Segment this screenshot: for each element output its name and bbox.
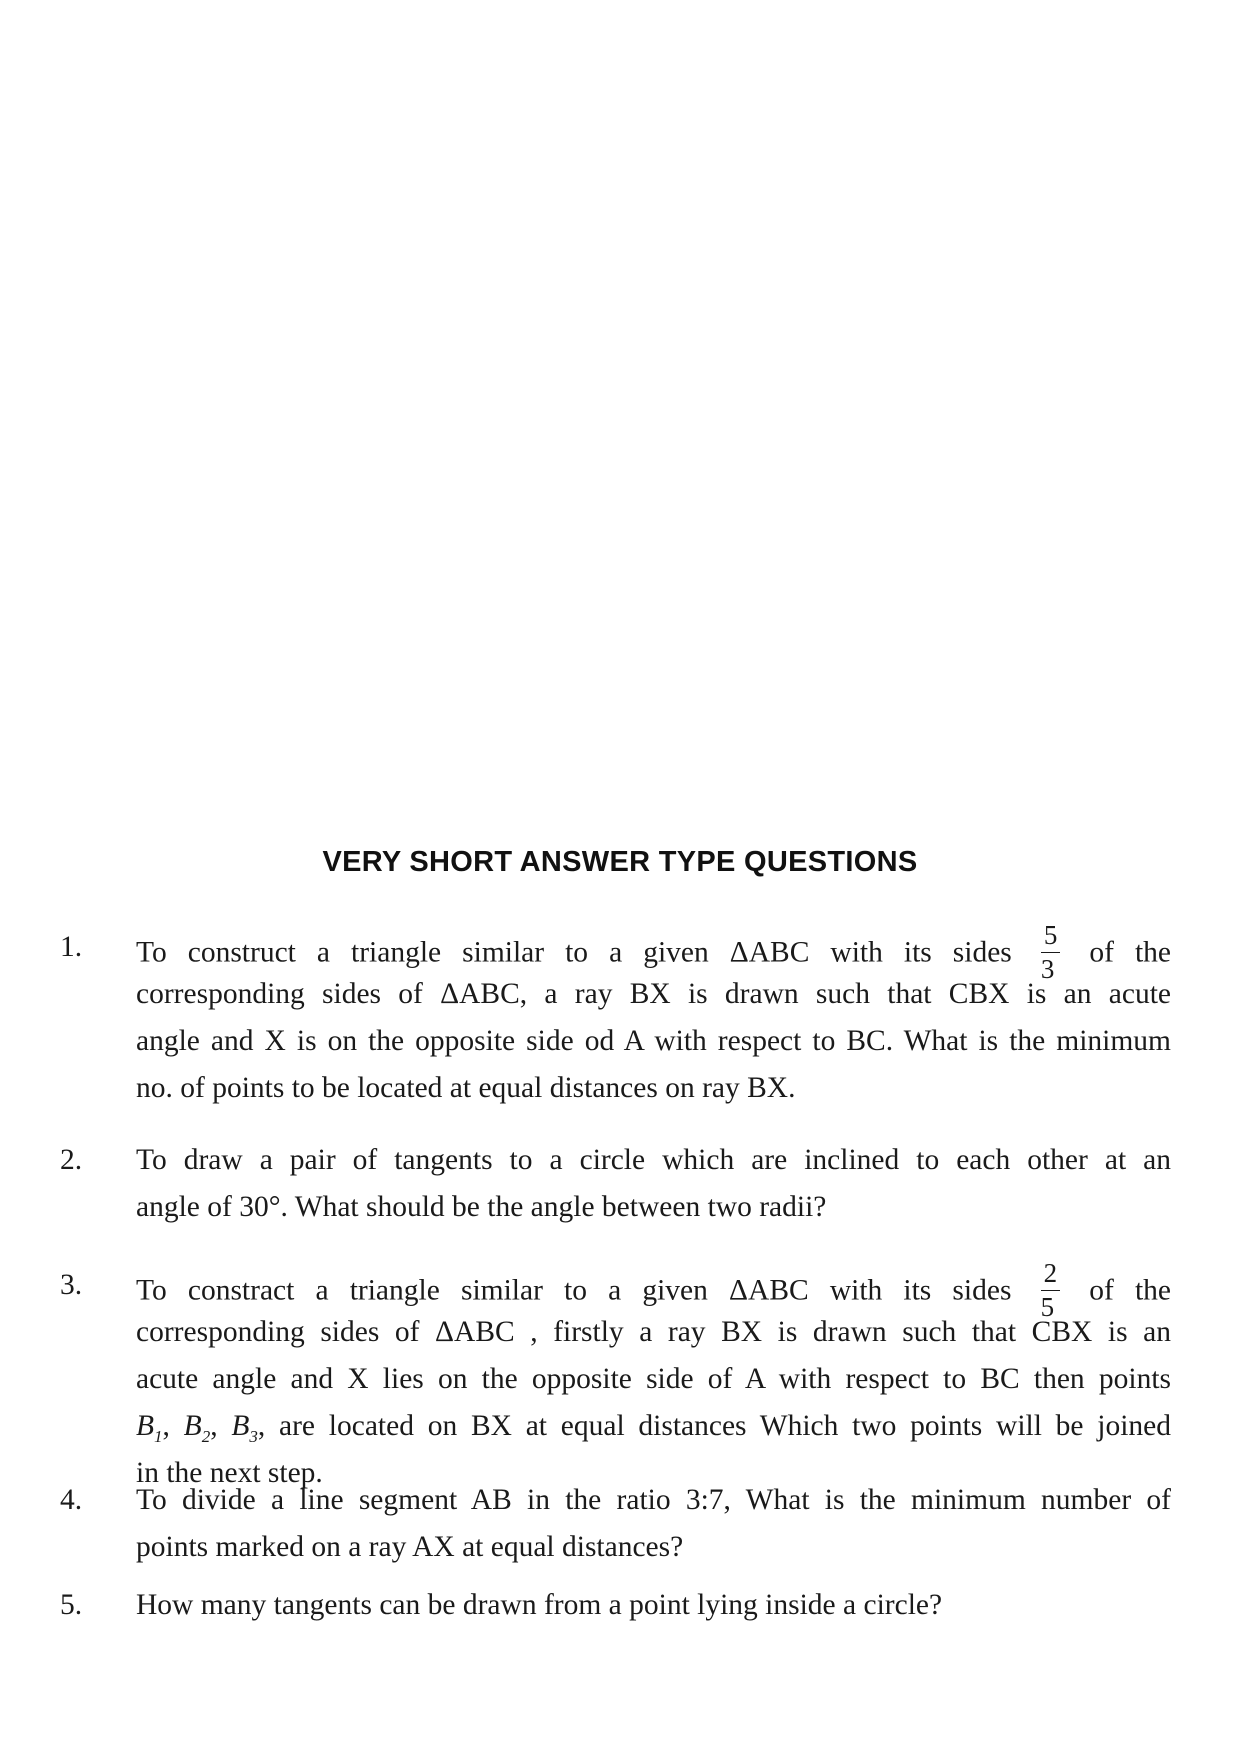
question-line: corresponding sides of ΔABC, a ray BX is drawn such that CBX is an acute: [136, 978, 1171, 1010]
section-heading: VERY SHORT ANSWER TYPE QUESTIONS: [322, 846, 918, 878]
question-line: angle of 30°. What should be the angle between two radii?: [136, 1191, 827, 1223]
question-line: no. of points to be located at equal distances on ray BX.: [136, 1072, 796, 1104]
question-line: $B_1$, $B_2$, $B_3$, are located on BX at equal distances Which two points will be joined: [136, 1410, 1172, 1446]
question-number: 4.: [60, 1484, 83, 1516]
fraction-denominator: 3: [1040, 954, 1055, 984]
question-line: in the next step.: [136, 1457, 323, 1489]
question-line: acute angle and X lies on the opposite side of A with respect to BC then points: [136, 1363, 1171, 1395]
question-text: [136, 920, 1171, 1112]
question-number: 3.: [60, 1269, 83, 1301]
question-text: [136, 1582, 1171, 1629]
question-number: 1.: [60, 931, 83, 963]
question-line: To divide a line segment AB in the ratio 3:7, What is the minimum number of: [136, 1484, 1171, 1516]
fraction-numerator: 5: [1041, 922, 1061, 953]
question-line: To construct a triangle similar to a given ΔABC with its sides $\frac{5}{3}$ of the: [136, 920, 1171, 984]
question-number: 5.: [60, 1589, 83, 1621]
fraction-numerator: 2: [1041, 1260, 1061, 1291]
question-line: corresponding sides of ΔABC , firstly a ray BX is drawn such that CBX is an: [136, 1316, 1171, 1348]
question-line: points marked on a ray AX at equal distances?: [136, 1531, 684, 1563]
point-b3: $B_3$: [231, 1410, 258, 1446]
point-b1: $B_1$: [136, 1410, 163, 1446]
question-line: To constract a triangle similar to a given ΔABC with its sides $\frac{2}{5}$ of the: [136, 1258, 1172, 1322]
question-text: [136, 1258, 1172, 1497]
question-number: 2.: [60, 1144, 83, 1176]
fraction-denominator: 5: [1040, 1292, 1055, 1322]
question-line: To draw a pair of tangents to a circle which are inclined to each other at an: [136, 1144, 1171, 1176]
question-line: angle and X is on the opposite side od A with respect to BC. What is the minimum: [136, 1025, 1171, 1057]
question-text: [136, 1137, 1171, 1231]
fraction: [1041, 1260, 1061, 1321]
point-b2: $B_2$: [183, 1410, 211, 1446]
fraction: [1041, 922, 1061, 983]
question-line: How many tangents can be drawn from a point lying inside a circle?: [136, 1589, 943, 1621]
question-text: [136, 1477, 1171, 1571]
